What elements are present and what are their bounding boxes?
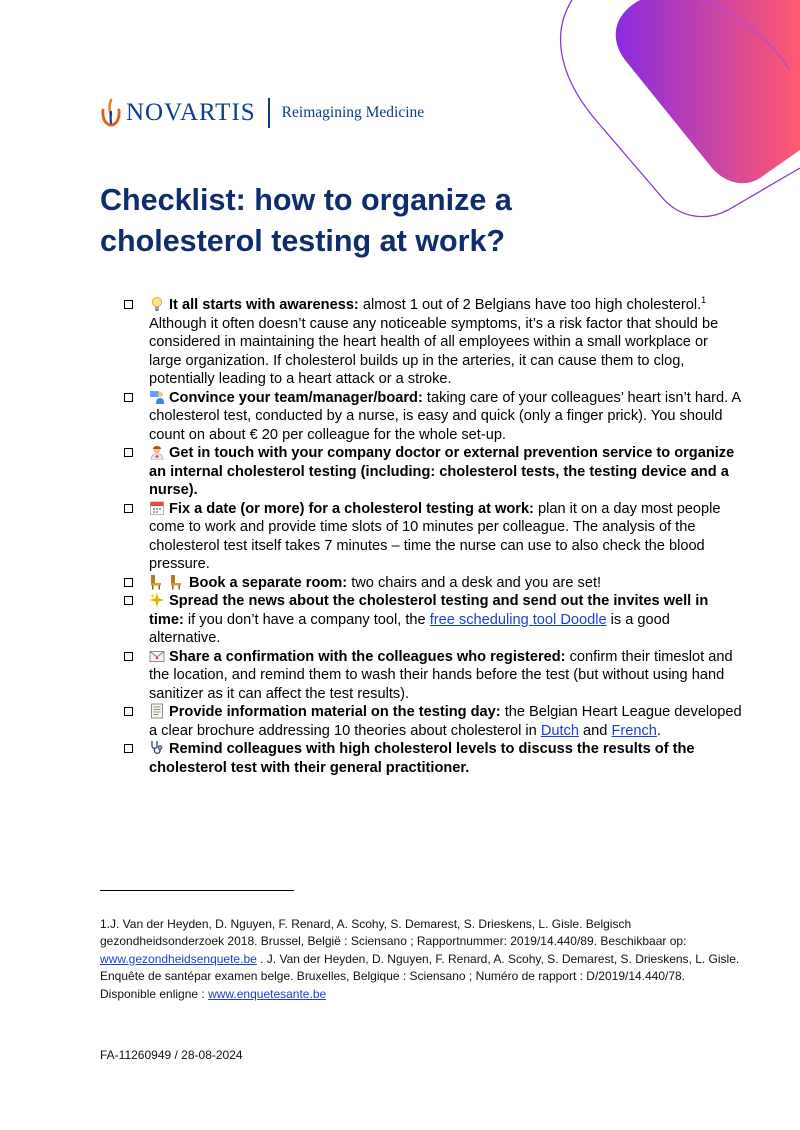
- checklist-item: [124, 500, 744, 574]
- item-text: is a good alternative.: [149, 611, 670, 646]
- checklist-item: [124, 740, 744, 777]
- item-heading: It all starts with awareness:: [169, 297, 359, 313]
- item-text: almost 1 out of 2 Belgians have too high cholesterol.: [358, 297, 702, 313]
- footnote-text: . J. Van der Heyden, D. Nguyen, F. Renard, A. Scohy, S. Demarest, S. Drieskens, L. Gisle. Enquête de santépar examen belge. Bruxelles, Belgique : Sciensano ; Numéro de rapport : D/2019/14.440/78. Disponible enligne :: [100, 951, 740, 1001]
- document-id: FA-11260949 / 28-08-2024: [100, 1048, 243, 1062]
- page-title: Checklist: how to organize a cholesterol testing at work?: [100, 183, 512, 258]
- envelope-icon: [149, 648, 165, 664]
- checklist-item: [124, 389, 744, 445]
- checkbox[interactable]: [124, 652, 133, 661]
- checklist-item: [124, 703, 744, 740]
- brand-tagline: Reimagining Medicine: [281, 104, 425, 121]
- item-heading: Provide information material on the testing day:: [169, 704, 501, 720]
- checklist: [124, 296, 744, 777]
- item-text: if you don’t have a company tool, the: [183, 611, 430, 628]
- checkbox[interactable]: [124, 300, 133, 309]
- item-text: and: [578, 722, 612, 739]
- checkbox[interactable]: [124, 596, 133, 605]
- logo-divider: [268, 98, 270, 128]
- item-text: plan it on a day most people come to work and provide time slots of 10 minutes per colleague. The analysis of the cholesterol test itself takes 7 minutes – time the nurse can use to also check the blood pressure.: [149, 500, 721, 572]
- enquetesante-link[interactable]: www.enquetesante.be: [208, 986, 327, 1001]
- item-heading: Share a confirmation with the colleagues who registered:: [169, 648, 566, 665]
- item-heading: Convince your team/manager/board:: [169, 389, 423, 406]
- item-heading: Book a separate room:: [189, 574, 348, 591]
- doodle-link[interactable]: free scheduling tool Doodle: [429, 611, 607, 628]
- french-brochure-link[interactable]: French: [611, 722, 657, 739]
- calendar-icon: [149, 500, 165, 516]
- item-text: the Belgian Heart League developed a clear brochure addressing 10 theories about cholesterol in: [149, 704, 742, 739]
- item-text: two chairs and a desk and you are set!: [347, 574, 602, 591]
- sparkle-icon: [149, 592, 165, 608]
- checkbox[interactable]: [124, 504, 133, 513]
- item-heading: Get in touch with your company doctor or external prevention service to organize an internal cholesterol testing (including: cholesterol tests, the testing device and a nurse).: [149, 445, 735, 498]
- item-heading: Fix a date (or more) for a cholesterol testing at work:: [169, 500, 534, 517]
- checklist-item: [124, 444, 744, 500]
- lightbulb-icon: [149, 296, 165, 312]
- footnote-text: 1.J. Van der Heyden, D. Nguyen, F. Renard, A. Scohy, S. Demarest, S. Drieskens, L. Gisle. Belgisch gezondheidsonderzoek 2018. Brussel, België : Sciensano ; Rapportnummer: 2019/14.440/89. Beschikbaar op:: [100, 917, 687, 949]
- scroll-icon: [149, 703, 165, 719]
- dutch-brochure-link[interactable]: Dutch: [540, 722, 579, 739]
- checklist-item: [124, 574, 744, 593]
- item-heading: Spread the news about the cholesterol testing and send out the invites well in time:: [149, 593, 709, 628]
- stethoscope-icon: [149, 740, 165, 756]
- item-text: .: [656, 722, 661, 739]
- checklist-item: [124, 592, 744, 648]
- item-text: confirm their timeslot and the location, and remind them to wash their hands before the test (but without using hand sanitizer as it can affect the test results).: [149, 648, 733, 702]
- footnote-ref[interactable]: 1: [701, 295, 707, 306]
- gezondheidsenquete-link[interactable]: www.gezondheidsenquete.be: [100, 951, 257, 966]
- checkbox[interactable]: [124, 393, 133, 402]
- footnote: [100, 916, 740, 1003]
- brand-name: NOVARTIS: [126, 99, 256, 126]
- item-text: taking care of your colleagues’ heart isn’t hard. A cholesterol test, conducted by a nurse, is easy and quick (only a finger prick). You should count on about € 20 per colleague for the whole set-up.: [149, 389, 741, 443]
- checkbox[interactable]: [124, 744, 133, 753]
- novartis-flame-icon: [100, 98, 122, 128]
- health-worker-icon: [149, 444, 165, 460]
- item-heading: Remind colleagues with high cholesterol levels to discuss the results of the cholesterol test with their general practitioner.: [149, 741, 695, 776]
- checklist-item: [124, 296, 744, 389]
- item-text: Although it often doesn’t cause any noticeable symptoms, it’s a risk factor that should be considered in maintaining the heart health of all employees within a small workplace or large organization. If cholesterol builds up in the arteries, it can cause them to clog, potentially leading to a heart attack or a stroke.: [149, 315, 719, 387]
- checkbox[interactable]: [124, 707, 133, 716]
- checkbox[interactable]: [124, 448, 133, 457]
- checkbox[interactable]: [124, 578, 133, 587]
- novartis-logo: [100, 98, 424, 128]
- footnote-divider: [100, 890, 294, 891]
- checklist-item: [124, 648, 744, 704]
- teacher-icon: [149, 389, 165, 405]
- chairs-icon: [149, 574, 185, 590]
